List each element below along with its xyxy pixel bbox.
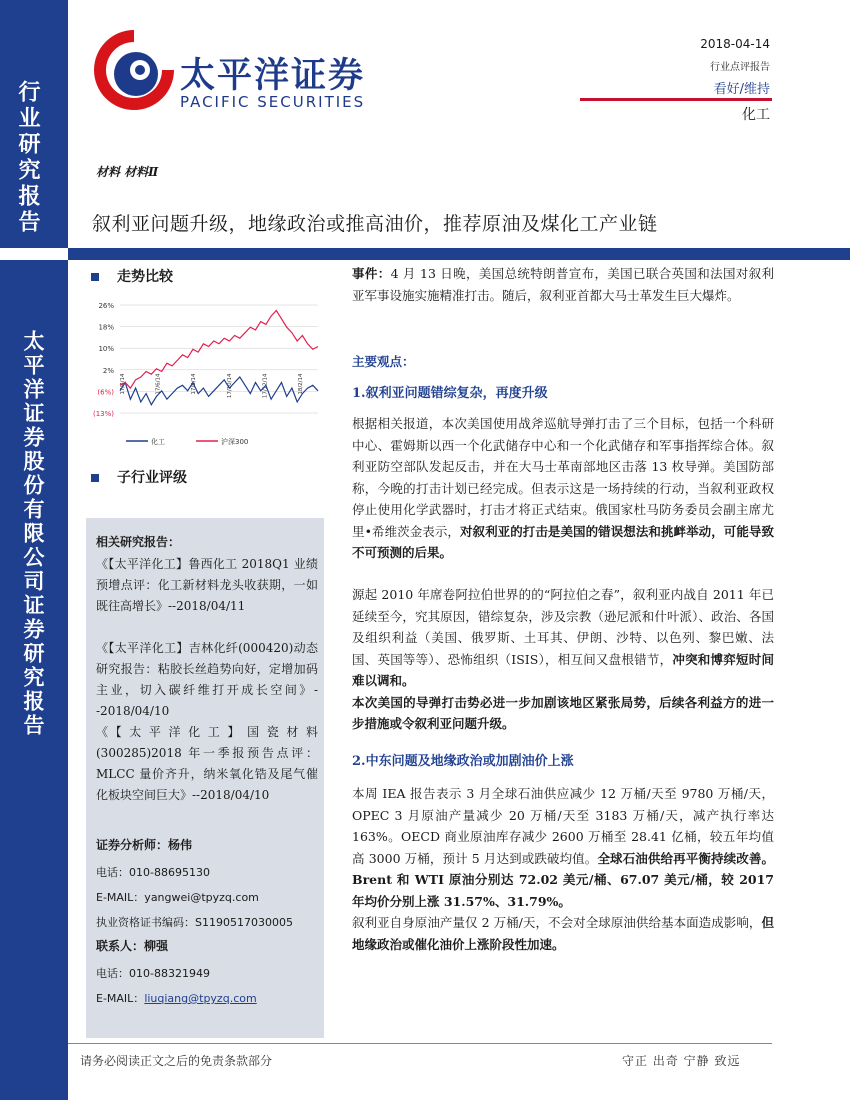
trend-chart [86, 295, 324, 455]
event-label: 事件： [352, 266, 391, 281]
footer-disclaimer: 请务必阅读正文之后的免责条款部分 [80, 1054, 273, 1068]
paragraph-text: 本周 IEA 报告表示 3 月全球石油供应减少 12 万桶/天至 9780 万桶/天，OPEC 3 月原油产量减少 20 万桶/天至 3183 万桶/天，减产执行率达 163%。OECD 商业原油库存减少 2600 万桶至 28.41 亿桶，较五年均值高 3000 万桶，预计 5 月达到或跌破均值。 [352, 786, 774, 866]
logo-name-cn: 太平洋证券 [180, 56, 366, 96]
contact-email-link[interactable]: liuqiang@tpyzq.com [144, 992, 257, 1005]
pacific-securities-logo-icon [88, 24, 180, 116]
analyst-email: E-MAIL：yangwei@tpyzq.com [96, 891, 259, 904]
sidebar-company-label: 太平洋证券股份有限公司证券研究报告 [21, 330, 45, 738]
logo-name-en: PACIFIC SECURITIES [180, 93, 366, 111]
industry-name: 化工 [742, 107, 770, 123]
chart-y-tick-label: 26% [98, 302, 114, 310]
chart-x-axis [120, 373, 304, 398]
related-report-item: 《【太平洋化工】国瓷材料(300285)2018 年一季报预告点评：MLCC 量价齐升，纳米氧化锆及尾气催化板块空间巨大》--2018/04/10 [96, 725, 318, 802]
category-label: 材料 材料Ⅱ [96, 165, 159, 179]
contact-phone: 电话：010-88321949 [96, 967, 210, 980]
bullet-square-icon [91, 474, 99, 482]
chart-x-tick-label: 17/4/14 [120, 373, 126, 395]
chart-y-axis [93, 302, 114, 418]
chart-legend-label: 化工 [151, 438, 165, 446]
paragraph-text: 根据相关报道，本次美国使用战斧巡航导弹打击了三个目标，包括一个科研中心、霍姆斯以西一个化武储存中心和一个化武储存和军事指挥综合体。叙利亚防空部队发起反击，并在大马士革南部地区击落 13 枚导弹。美国防部称，今晚的打击计划已经完成。但表示这是一场持续的行动，当叙利亚政权停止使用化学武器时，打击才将正式结束。俄国家杜马防务委员会副主席尤里•希维茨金表示， [352, 416, 774, 539]
paragraph-text: 叙利亚自身原油产量仅 2 万桶/天，不会对全球原油供给基本面造成影响， [352, 915, 762, 930]
chart-x-tick-label: 17/8/14 [191, 373, 198, 395]
chart-x-tick-label: 17/6/14 [155, 373, 162, 395]
footer-motto: 守正 出奇 宁静 致远 [622, 1054, 741, 1068]
subindustry-rating-label: 子行业评级 [117, 470, 187, 486]
related-report-item: 《【太平洋化工】鲁西化工 2018Q1 业绩预增点评：化工新材料龙头收获期，一如既往高增长》--2018/04/11 [96, 557, 318, 613]
section-1-heading: 1.叙利亚问题错综复杂，再度升级 [352, 386, 548, 401]
trend-heading-label: 走势比较 [117, 269, 173, 285]
sidebar-report-label: 行业研究报告 [15, 80, 40, 236]
related-report-item: 《【太平洋化工】吉林化纤(000420)动态研究报告：粘胶长丝趋势向好，定增加码主业，切入碳纤维打开成长空间》--2018/04/10 [96, 641, 318, 718]
footer-divider [68, 1043, 772, 1044]
subindustry-rating-heading [91, 467, 187, 487]
paragraph-text: 源起 2010 年席卷阿拉伯世界的的“阿拉伯之春”，叙利亚内战自 2011 年已延续至今，究其原因，错综复杂，涉及宗教（逊尼派和什叶派）、政治、各国及组织利益（美国、俄罗斯、土耳其、伊朗、沙特、以色列、黎巴嫩、法国、英国等等）、恐怖组织（ISIS），相互间又盘根错节， [352, 587, 774, 667]
main-points-heading: 主要观点： [352, 354, 415, 369]
contact-person: 联系人：柳强 [96, 939, 169, 953]
chart-legend-label: 沪深300 [221, 438, 249, 446]
industry-rating: 看好/维持 [713, 82, 770, 97]
paragraph-emphasis: 全球石油供给再平衡持续改善。Brent 和 WTI 原油分别达 72.02 美元/桶、67.07 美元/桶，较 2017 年均价分别上涨 31.57%、31.79%。 [352, 850, 774, 909]
event-text: 4 月 13 日晚，美国总统特朗普宣布，美国已联合英国和法国对叙利亚军事设施实施精准打击。随后，叙利亚首都大马士革发生巨大爆炸。 [352, 266, 774, 303]
chart-x-tick-label: 18/2/14 [298, 373, 304, 395]
contact-email-label: E-MAIL： [96, 992, 145, 1005]
contact-email [96, 990, 257, 1006]
paragraph-emphasis: 本次美国的导弹打击势必进一步加剧该地区紧张局势，后续各利益方的进一步措施或令叙利亚问题升级。 [352, 694, 774, 731]
chart-y-tick-label: (6%) [97, 388, 114, 397]
paragraph-emphasis: 对叙利亚的打击是美国的错误想法和挑衅举动，可能导致不可预测的后果。 [352, 523, 774, 560]
chart-series-line [120, 311, 318, 389]
chart-x-tick-label: 17/12/14 [262, 373, 269, 399]
chart-y-tick-label: 18% [98, 323, 114, 332]
title-band [68, 248, 850, 260]
chart-x-tick-label: 17/10/14 [226, 373, 233, 399]
section-1-paragraph-2 [352, 584, 774, 735]
header-divider [580, 98, 772, 101]
chart-series [120, 311, 318, 405]
chart-y-tick-label: (13%) [92, 410, 114, 418]
report-type: 行业点评报告 [710, 62, 770, 73]
paragraph-emphasis: 冲突和博弈短时间难以调和。 [352, 651, 774, 688]
chart-y-tick-label: 10% [98, 345, 114, 354]
trend-heading [91, 266, 173, 286]
analyst-name: 证券分析师：杨伟 [96, 838, 193, 852]
chart-legend [126, 437, 248, 446]
chart-series-line [120, 377, 318, 405]
related-reports-heading: 相关研究报告： [96, 535, 181, 549]
report-title: 叙利亚问题升级，地缘政治或推高油价，推荐原油及煤化工产业链 [92, 213, 658, 235]
section-2-heading: 2.中东问题及地缘政治或加剧油价上涨 [352, 754, 574, 769]
event-paragraph [352, 263, 774, 306]
analyst-certificate: 执业资格证书编码：S1190517030005 [96, 916, 293, 929]
section-2-paragraph-1 [352, 783, 774, 912]
section-1-paragraph-1 [352, 413, 774, 564]
chart-grid [120, 305, 318, 413]
paragraph-emphasis: 但地缘政治或催化油价上涨阶段性加速。 [352, 915, 774, 952]
analyst-phone: 电话：010-88695130 [96, 866, 210, 879]
chart-y-tick-label: 2% [102, 366, 114, 375]
bullet-square-icon [91, 273, 99, 281]
section-2-paragraph-2 [352, 912, 774, 955]
report-date: 2018-04-14 [700, 37, 770, 51]
